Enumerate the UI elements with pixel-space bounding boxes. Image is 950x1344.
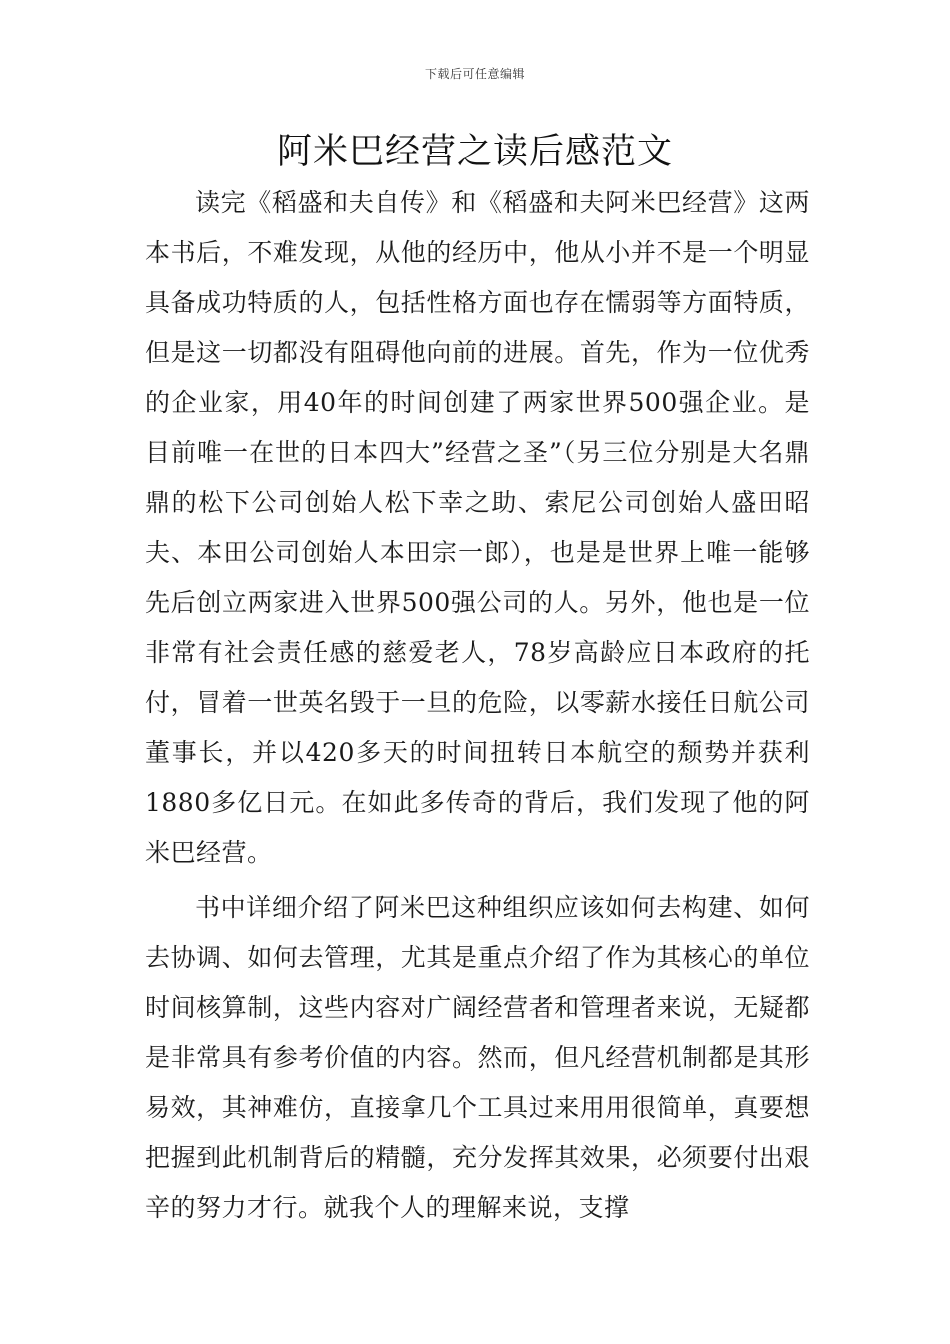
header-note: 下载后可任意编辑 <box>424 67 525 81</box>
page-title: 阿米巴经营之读后感范文 <box>276 132 673 172</box>
document-body <box>145 178 810 1233</box>
paragraph-2: 书中详细介绍了阿米巴这种组织应该如何去构建、如何去协调、如何去管理，尤其是重点介绍了作为其核心的单位时间核算制，这些内容对广阔经营者和管理者来说，无疑都是非常具有参考价值的内容。然而，但凡经营机制都是其形易效，其神难仿，直接拿几个工具过来用用很简单，真要想把握到此机制背后的精髓，充分发挥其效果，必须要付出艰辛的努力才行。就我个人的理解来说，支撑 <box>145 893 810 1222</box>
paragraph-1: 读完《稻盛和夫自传》和《稻盛和夫阿米巴经营》这两本书后，不难发现，从他的经历中，他从小并不是一个明显具备成功特质的人，包括性格方面也存在懦弱等方面特质，但是这一切都没有阻碍他向前的进展。首先，作为一位优秀的企业家，用40年的时间创建了两家世界500强企业。是目前唯一在世的日本四大”经营之圣”（另三位分别是大名鼎鼎的松下公司创始人松下幸之助、索尼公司创始人盛田昭夫、本田公司创始人本田宗一郎），也是是世界上唯一能够先后创立两家进入世界500强公司的人。另外，他也是一位非常有社会责任感的慈爱老人，78岁高龄应日本政府的托付，冒着一世英名毁于一旦的危险，以零薪水接任日航公司董事长，并以420多天的时间扭转日本航空的颓势并获利1880多亿日元。在如此多传奇的背后，我们发现了他的阿米巴经营。 <box>145 188 810 867</box>
